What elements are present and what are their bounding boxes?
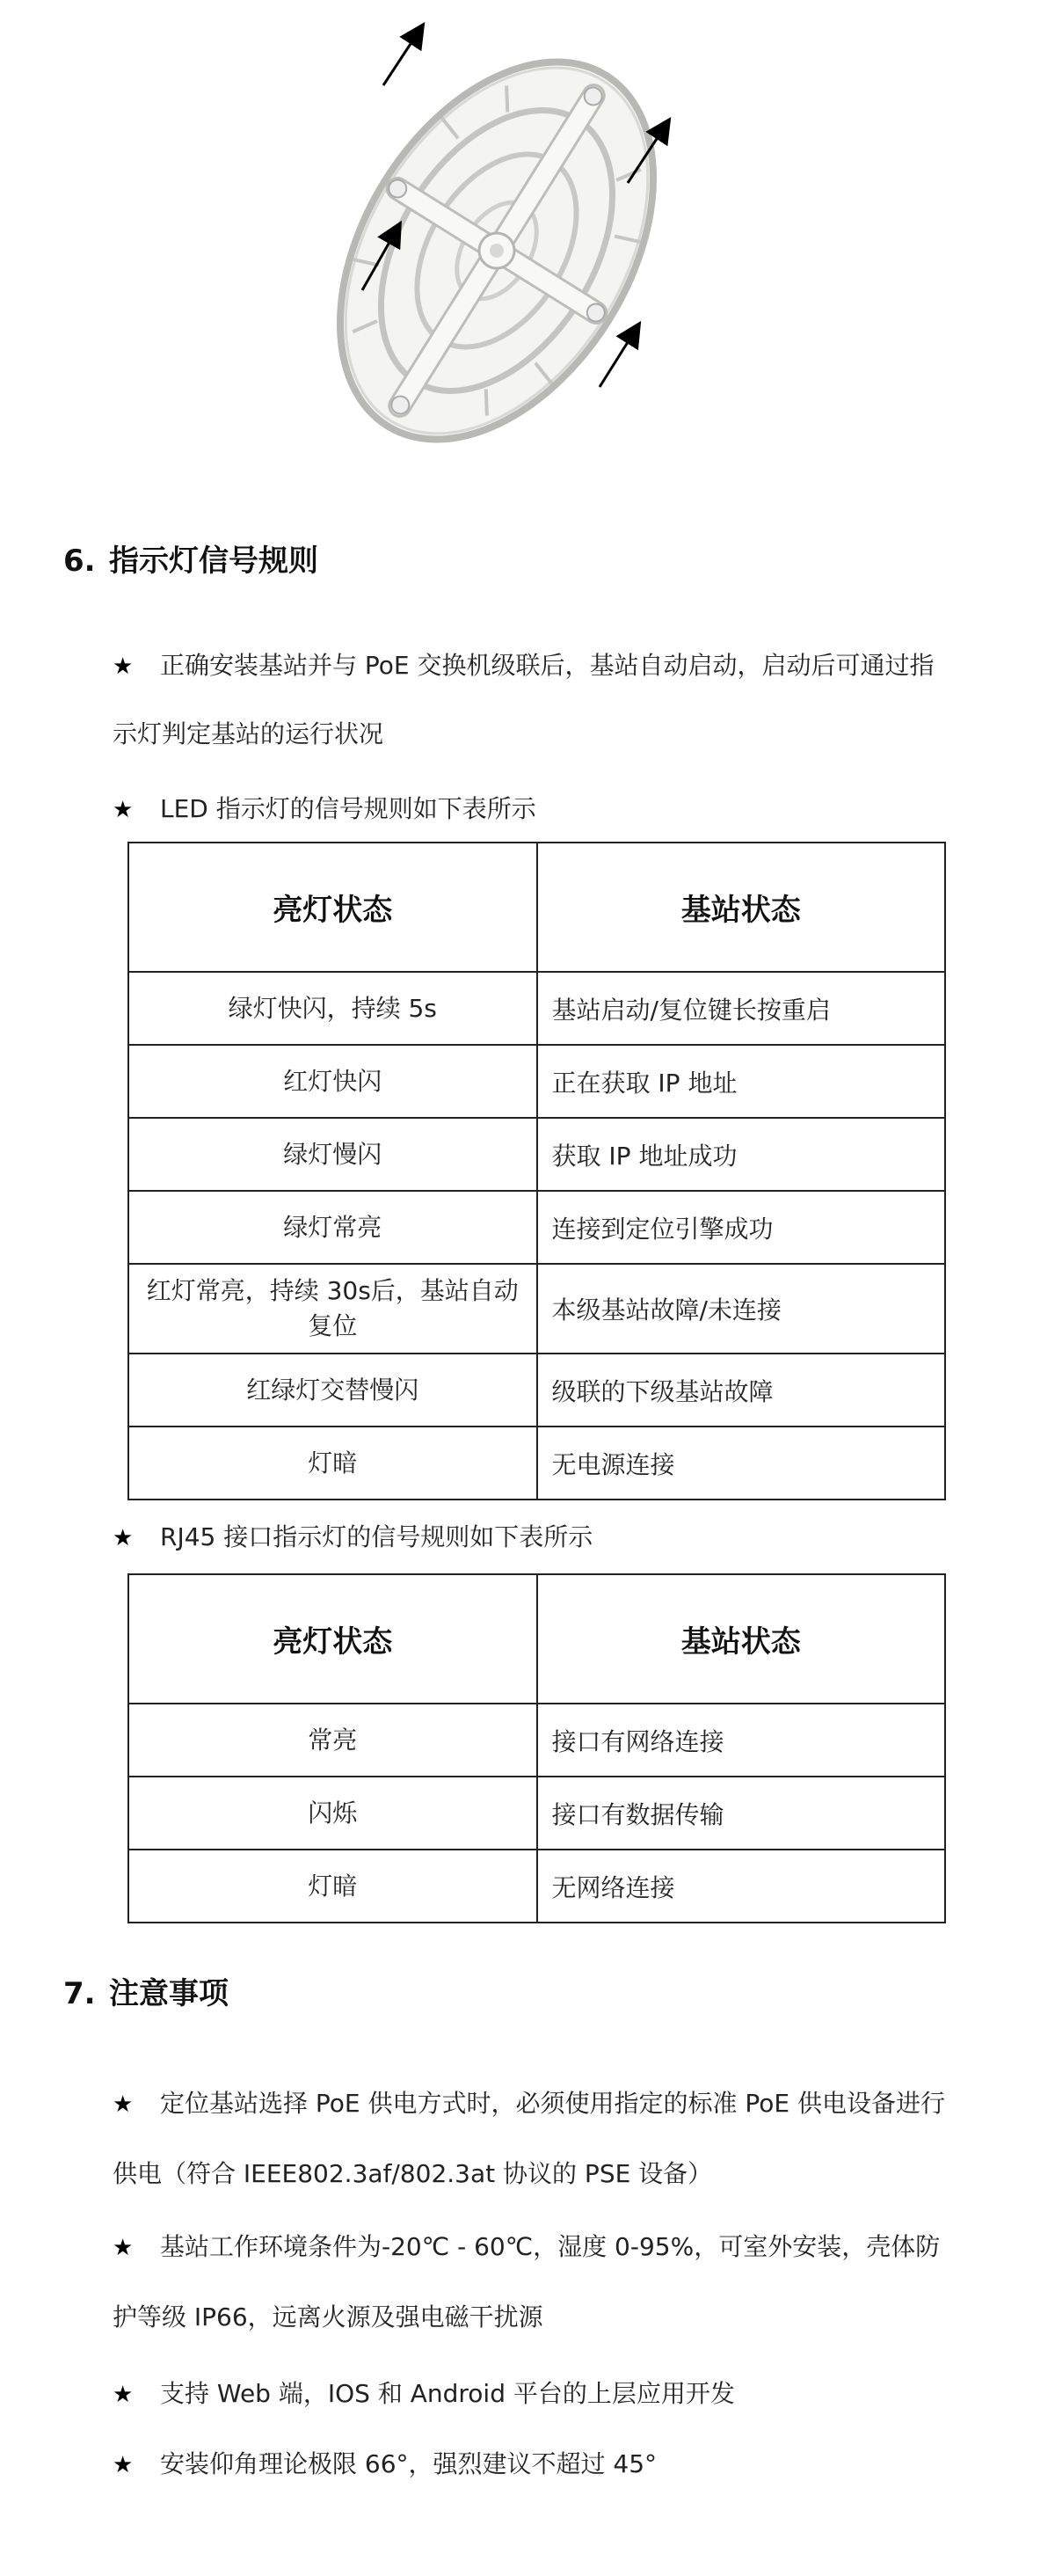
bracket-disc	[290, 5, 718, 457]
star-bullet-icon: ★	[113, 2091, 134, 2118]
station-state-cell: 无电源连接	[537, 1427, 946, 1500]
station-state-cell: 无网络连接	[537, 1850, 946, 1923]
station-state-cell: 接口有数据传输	[537, 1777, 946, 1850]
table-row	[128, 1777, 945, 1850]
table-row	[128, 1427, 945, 1500]
table-row	[128, 972, 945, 1045]
bullet-text-line2: 供电（符合 IEEE802.3af/802.3at 协议的 PSE 设备）	[113, 2159, 713, 2188]
bullet-text-line1: 定位基站选择 PoE 供电方式时，必须使用指定的标准 PoE 供电设备进行	[160, 2089, 946, 2118]
bullet-platform-support	[113, 2376, 1027, 2412]
light-state-cell: 绿灯常亮	[128, 1191, 537, 1264]
station-state-cell: 连接到定位引擎成功	[537, 1191, 946, 1264]
column-header-station-state: 基站状态	[537, 1574, 946, 1704]
section-7-heading	[63, 1976, 229, 2011]
table-row	[128, 1704, 945, 1777]
bullet-text-line2: 示灯判定基站的运行状况	[113, 719, 384, 748]
column-header-light-state: 亮灯状态	[128, 1574, 537, 1704]
bullet-startup-description-cont	[113, 717, 1027, 752]
star-bullet-icon: ★	[113, 653, 134, 680]
table-row	[128, 1118, 945, 1191]
station-state-cell: 本级基站故障/未连接	[537, 1264, 946, 1354]
light-state-cell: 绿灯慢闪	[128, 1118, 537, 1191]
table-row	[128, 1264, 945, 1354]
light-state-cell: 红灯常亮，持续 30s后，基站自动复位	[128, 1264, 537, 1354]
station-state-cell: 级联的下级基站故障	[537, 1354, 946, 1427]
column-header-light-state: 亮灯状态	[128, 843, 537, 972]
star-bullet-icon: ★	[113, 797, 134, 823]
light-state-cell: 红绿灯交替慢闪	[128, 1354, 537, 1427]
section-number: 7.	[63, 1976, 96, 2011]
bullet-poe-power	[113, 2086, 1027, 2122]
station-state-cell: 基站启动/复位键长按重启	[537, 972, 946, 1045]
bullet-text-line1: 基站工作环境条件为-20℃ - 60℃，湿度 0-95%，可室外安装，壳体防	[160, 2232, 941, 2261]
light-state-cell: 红灯快闪	[128, 1045, 537, 1118]
bullet-environment-cont	[113, 2300, 1027, 2335]
table-row	[128, 1850, 945, 1923]
light-state-cell: 闪烁	[128, 1777, 537, 1850]
bullet-led-intro	[113, 792, 1027, 828]
bullet-startup-description	[113, 648, 1027, 684]
star-bullet-icon: ★	[113, 1525, 134, 1551]
section-title: 指示灯信号规则	[109, 544, 318, 579]
section-6-heading	[63, 544, 318, 579]
star-bullet-icon: ★	[113, 2452, 134, 2478]
table-row	[128, 1045, 945, 1118]
table-row	[128, 1191, 945, 1264]
light-state-cell: 灯暗	[128, 1427, 537, 1500]
bullet-text: 支持 Web 端，IOS 和 Android 平台的上层应用开发	[160, 2379, 735, 2408]
table-header-row	[128, 1574, 945, 1704]
bullet-text-line1: 正确安装基站并与 PoE 交换机级联后，基站自动启动，启动后可通过指	[160, 651, 935, 680]
table-row	[128, 1354, 945, 1427]
station-state-cell: 接口有网络连接	[537, 1704, 946, 1777]
bullet-text: RJ45 接口指示灯的信号规则如下表所示	[160, 1522, 593, 1551]
led-signal-table	[127, 842, 946, 1500]
bullet-environment	[113, 2229, 1027, 2266]
station-state-cell: 获取 IP 地址成功	[537, 1118, 946, 1191]
bullet-install-angle	[113, 2447, 1027, 2483]
bullet-rj45-intro	[113, 1520, 1027, 1556]
station-state-cell: 正在获取 IP 地址	[537, 1045, 946, 1118]
light-state-cell: 常亮	[128, 1704, 537, 1777]
section-number: 6.	[63, 544, 96, 579]
column-header-station-state: 基站状态	[537, 843, 946, 972]
rj45-signal-table	[127, 1573, 946, 1923]
section-title: 注意事项	[109, 1976, 229, 2011]
bullet-text: 安装仰角理论极限 66°，强烈建议不超过 45°	[160, 2449, 658, 2478]
bullet-text: LED 指示灯的信号规则如下表所示	[160, 794, 536, 823]
star-bullet-icon: ★	[113, 2235, 134, 2261]
light-state-cell: 灯暗	[128, 1850, 537, 1923]
mounting-bracket-figure	[290, 0, 747, 457]
light-state-cell: 绿灯快闪，持续 5s	[128, 972, 537, 1045]
bullet-poe-power-cont	[113, 2156, 1027, 2192]
bullet-text-line2: 护等级 IP66，远离火源及强电磁干扰源	[113, 2302, 543, 2332]
table-header-row	[128, 843, 945, 972]
star-bullet-icon: ★	[113, 2382, 134, 2408]
